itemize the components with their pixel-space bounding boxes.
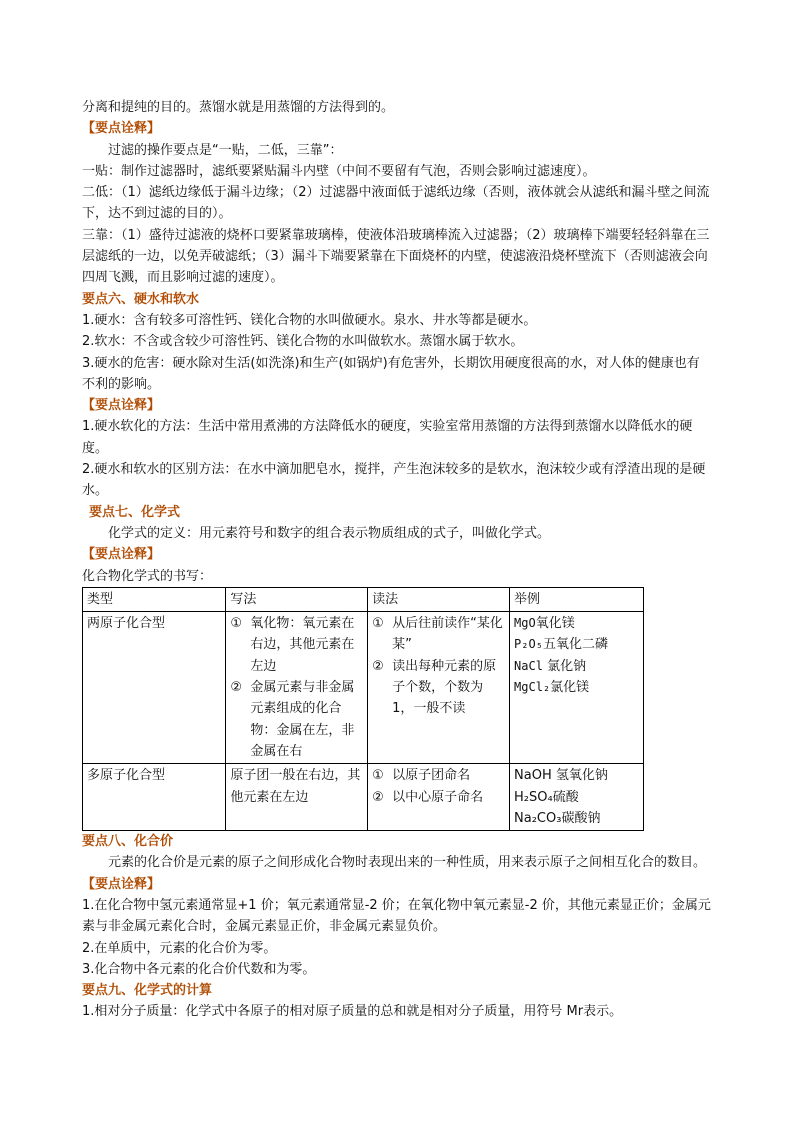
intro-text: 分离和提纯的目的。蒸馏水就是用蒸馏的方法得到的。 — [82, 100, 395, 115]
list-item: ① 以原子团命名 — [372, 768, 471, 784]
section-6-note: 2.硬水和软水的区别方法：在水中滴加肥皂水，搅拌，产生泡沫较多的是软水，泡沫较少或有浮渣出现的是硬水。 — [82, 462, 706, 499]
table-header-row — [83, 587, 644, 611]
table-caption: 化合物化学式的书写： — [82, 568, 213, 584]
example-line: NaOH 氢氧化钠 — [514, 768, 608, 784]
example-line: NaCl 氯化钠 — [514, 658, 587, 674]
note-heading: 【要点诠释】 — [82, 876, 161, 892]
header-cell: 读法 — [368, 587, 510, 611]
filter-sankao: 三靠：（1）盛待过滤液的烧杯口要紧靠玻璃棒，使液体沿玻璃棒流入过滤器；（2）玻璃棒下端要轻轻斜靠在三层滤纸的一边，以免弄破滤纸；（3）漏斗下端要紧靠在下面烧杯的内壁，使滤液沿烧杯壁流下（否则滤液会向四周飞溅，而且影响过滤的速度）。 — [82, 227, 710, 286]
example-line: MgCl₂氯化镁 — [514, 680, 590, 696]
section-9-heading: 要点九、化学式的计算 — [82, 983, 213, 999]
write-cell — [226, 612, 368, 764]
table-row — [83, 764, 644, 831]
filter-title: 过滤的操作要点是“一贴，二低，三靠”： — [108, 142, 343, 158]
type-cell: 多原子化合型 — [83, 764, 226, 831]
valence-definition: 元素的化合价是元素的原子之间形成化合物时表现出来的一种性质，用来表示原子之间相互化合的数目。 — [108, 855, 707, 871]
list-item: ② 读出每种元素的原子个数，个数为 1，一般不读 — [372, 658, 497, 717]
section-8-note: 2.在单质中，元素的化合价为零。 — [82, 940, 277, 956]
note-heading: 【要点诠释】 — [82, 121, 161, 137]
section-6-heading: 要点六、硬水和软水 — [82, 291, 200, 307]
section-6-item: 1.硬水：含有较多可溶性钙、镁化合物的水叫做硬水。泉水、井水等都是硬水。 — [82, 312, 537, 328]
section-6-item: 3.硬水的危害：硬水除对生活(如洗涤)和生产(如锅炉)有危害外，长期饮用硬度很高的水，对人体的健康也有不利的影响。 — [82, 355, 700, 392]
example-cell — [510, 764, 644, 831]
section-8-heading: 要点八、化合价 — [82, 834, 174, 850]
formula-table — [82, 587, 644, 831]
section-7-heading: 要点七、化学式 — [89, 504, 181, 520]
list-item: ② 金属元素与非金属元素组成的化合物：金属在左，非金属在右 — [230, 680, 355, 759]
read-cell — [368, 764, 510, 831]
section-9-item: 1.相对分子质量：化学式中各原子的相对原子质量的总和就是相对分子质量，用符号 Mr表示。 — [82, 1004, 623, 1020]
example-line: Na₂CO₃碳酸钠 — [514, 810, 601, 826]
note-heading: 【要点诠释】 — [82, 547, 161, 563]
formula-definition: 化学式的定义：用元素符号和数字的组合表示物质组成的式子，叫做化学式。 — [108, 525, 551, 541]
write-cell: 原子团一般在右边，其他元素在左边 — [226, 764, 368, 831]
example-line: MgO氧化镁 — [514, 616, 575, 632]
note-heading: 【要点诠释】 — [82, 398, 161, 414]
read-cell — [368, 612, 510, 764]
section-6-note: 1.硬水软化的方法：生活中常用煮沸的方法降低水的硬度，实验室常用蒸馏的方法得到蒸馏水以降低水的硬度。 — [82, 419, 693, 456]
list-item: ① 从后往前读作“某化某” — [372, 616, 503, 653]
filter-yitie: 一贴：制作过滤器时，滤纸要紧贴漏斗内壁（中间不要留有气泡，否则会影响过滤速度）。 — [82, 163, 596, 179]
example-line: P₂O₅五氧化二磷 — [514, 637, 608, 653]
section-8-note: 3.化合物中各元素的化合价代数和为零。 — [82, 961, 316, 977]
header-cell: 写法 — [226, 587, 368, 611]
type-cell: 两原子化合型 — [83, 612, 226, 764]
document-page — [82, 97, 712, 1023]
section-6-item: 2.软水：不含或含较少可溶性钙、镁化合物的水叫做软水。蒸馏水属于软水。 — [82, 334, 524, 350]
example-line: H₂SO₄硫酸 — [514, 789, 579, 805]
list-item: ② 以中心原子命名 — [372, 789, 484, 805]
header-cell: 举例 — [510, 587, 644, 611]
table-row — [83, 612, 644, 764]
example-cell — [510, 612, 644, 764]
header-cell: 类型 — [83, 587, 226, 611]
list-item: ① 氧化物：氧元素在右边，其他元素在左边 — [230, 616, 355, 674]
filter-erdi: 二低：（1）滤纸边缘低于漏斗边缘；（2）过滤器中液面低于滤纸边缘（否则，液体就会从滤纸和漏斗壁之间流下，达不到过滤的目的）。 — [82, 185, 710, 222]
section-8-note: 1.在化合物中氢元素通常显+1 价；氧元素通常显-2 价；在氧化物中氧元素显-2 价，其他元素显正价；金属元素与非金属元素化合时，金属元素显正价，非金属元素显负价。 — [82, 897, 711, 935]
